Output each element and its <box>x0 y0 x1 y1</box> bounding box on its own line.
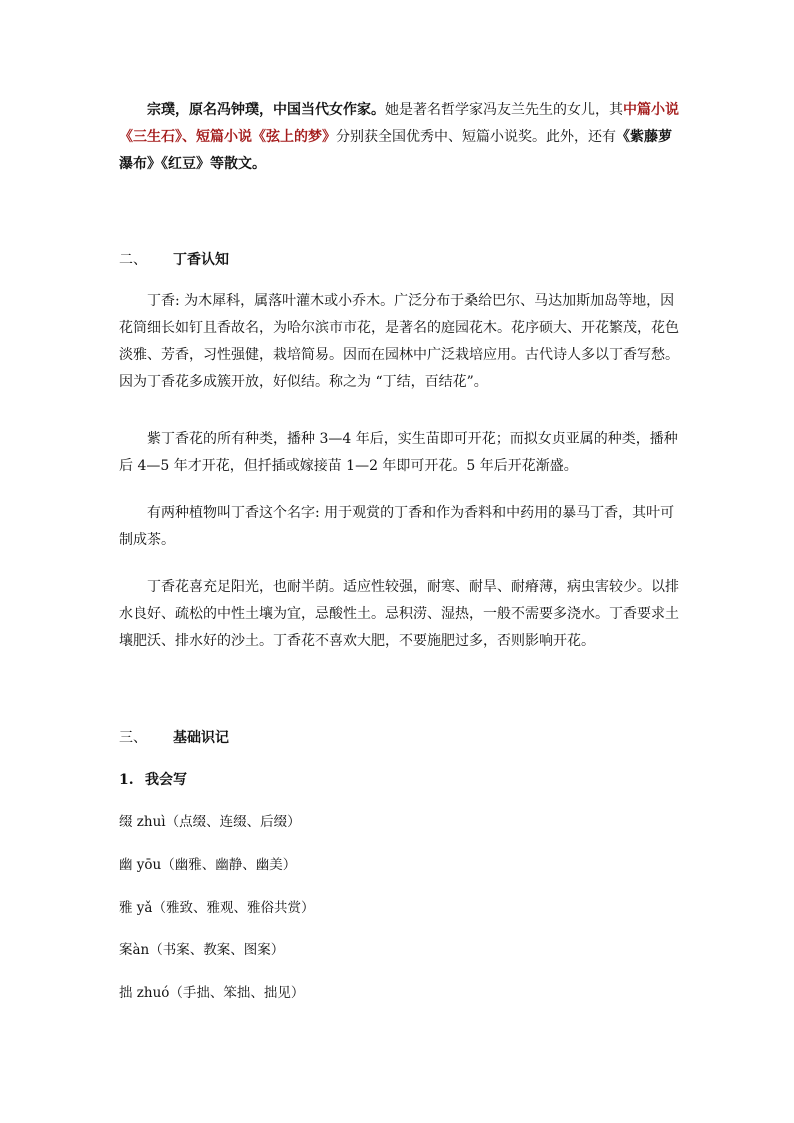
section-number: 三、 <box>119 730 147 746</box>
intro-text-3: 等散文。 <box>210 156 266 172</box>
section-number: 二、 <box>119 252 147 268</box>
intro-red-text: 中篇小说《三生石》、短篇小说《弦上的梦》 <box>119 102 679 145</box>
section2-paragraph-1: 丁香: 为木犀科，属落叶灌木或小乔木。广泛分布于桑给巴尔、马达加斯加岛等地，因花筒细长如钉且香故名，为哈尔滨市市花，是著名的庭园花木。花序硕大、开花繁茂，花色淡雅、芳香，习性强健，栽培简易。因而在园林中广泛栽培应用。古代诗人多以丁香写愁。因为丁香花多成簇开放，好似结。称之为 “丁结，百结花”。 <box>119 293 679 390</box>
section-title: 丁香认知 <box>173 252 229 268</box>
section-title: 基础识记 <box>173 730 229 746</box>
vocab-item: 案àn（书案、教案、图案） <box>119 942 285 958</box>
section2-paragraph-4: 丁香花喜充足阳光，也耐半荫。适应性较强，耐寒、耐旱、耐瘠薄，病虫害较少。以排水良好、疏松的中性土壤为宜，忌酸性土。忌积涝、湿热，一般不需要多浇水。丁香要求土壤肥沃、排水好的沙土。丁香花不喜欢大肥，不要施肥过多，否则影响开花。 <box>119 579 679 649</box>
subsection-number: 1. <box>119 772 134 788</box>
intro-bold-text-2: 《紫藤萝瀑布》《红豆》 <box>119 129 672 172</box>
section2-paragraph-3: 有两种植物叫丁香这个名字: 用于观赏的丁香和作为香料和中药用的暴马丁香，其叶可制成茶。 <box>119 505 675 548</box>
intro-text-2: 分别获全国优秀中、短篇小说奖。此外，还有 <box>336 129 616 145</box>
vocab-item: 拙 zhuó（手拙、笨拙、拙见） <box>119 985 305 1001</box>
subsection-heading <box>119 770 187 790</box>
intro-paragraph <box>119 97 679 178</box>
intro-bold-text: 宗璞，原名冯钟璞，中国当代女作家。 <box>147 102 385 118</box>
subsection-title: 我会写 <box>145 772 187 788</box>
section2-paragraph-2: 紫丁香花的所有种类，播种 3—4 年后，实生苗即可开花；而拟女贞亚属的种类，播种后 4—5 年才开花，但扦插或嫁接苗 1—2 年即可开花。5 年后开花渐盛。 <box>119 431 678 474</box>
vocab-item: 雅 yǎ（雅致、雅观、雅俗共赏） <box>119 900 315 916</box>
vocab-item: 幽 yōu（幽雅、幽静、幽美） <box>119 857 297 873</box>
intro-text: 她是著名哲学家冯友兰先生的女儿，其 <box>385 102 623 118</box>
section-heading-2 <box>119 250 229 270</box>
section-heading-3 <box>119 728 229 748</box>
vocab-item: 缀 zhuì（点缀、连缀、后缀） <box>119 814 301 830</box>
